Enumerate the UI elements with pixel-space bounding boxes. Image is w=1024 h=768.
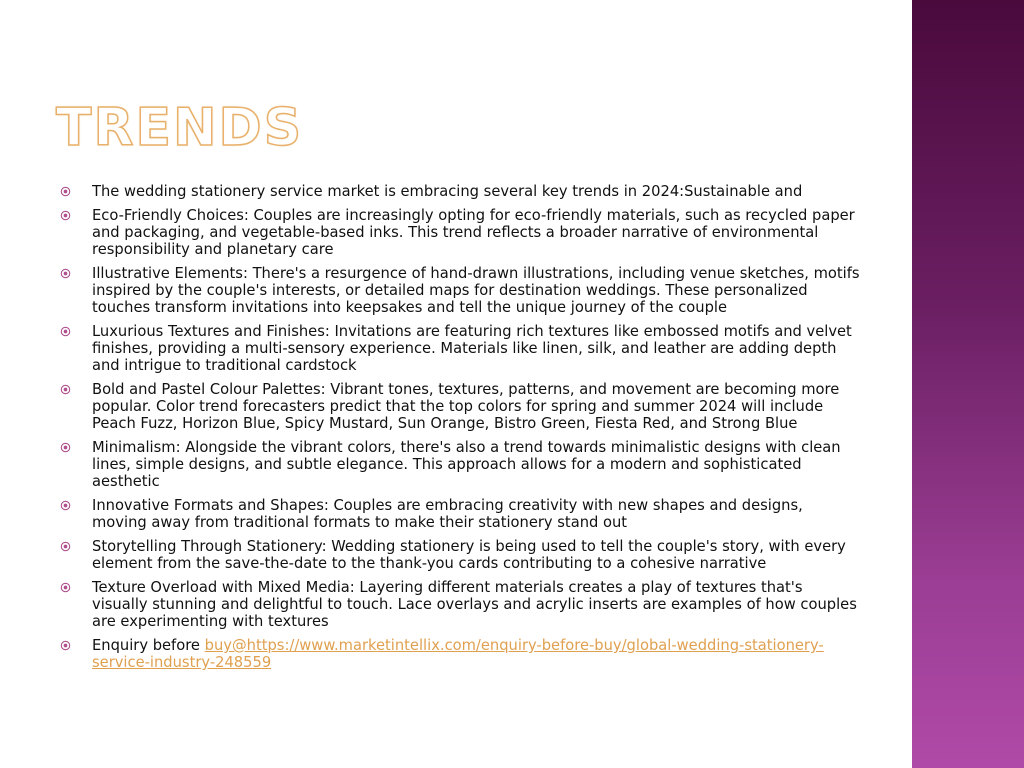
circle-bullet-icon: [60, 582, 71, 593]
enquiry-prefix: Enquiry before: [92, 637, 205, 654]
bullet-text: Texture Overload with Mixed Media: Layering different materials creates a play of textures that's visually stunning and delightful to touch. Lace overlays and acrylic inserts are examples of how couples are experimenting with textures: [92, 579, 857, 630]
enquiry-link[interactable]: buy@https://www.marketintellix.com/enquiry-before-buy/global-wedding-stationery-service-industry-248559: [92, 637, 824, 671]
circle-bullet-icon: [60, 326, 71, 337]
bullet-text: Eco-Friendly Choices: Couples are increasingly opting for eco-friendly materials, such as recycled paper and packaging, and vegetable-based inks. This trend reflects a broader narrative of environmental responsibility and planetary care: [92, 207, 855, 258]
bullet-item: [60, 207, 860, 258]
slide-title: TRENDS: [56, 98, 304, 158]
decorative-side-bar: [912, 0, 1024, 768]
bullet-text: Innovative Formats and Shapes: Couples are embracing creativity with new shapes and designs, moving away from traditional formats to make their stationery stand out: [92, 497, 803, 531]
circle-bullet-icon: [60, 268, 71, 279]
circle-bullet-icon: [60, 541, 71, 552]
bullet-list: [60, 183, 860, 678]
bullet-item-enquiry: [60, 637, 860, 671]
circle-bullet-icon: [60, 500, 71, 511]
circle-bullet-icon: [60, 210, 71, 221]
bullet-item: [60, 323, 860, 374]
circle-bullet-icon: [60, 186, 71, 197]
bullet-item: [60, 381, 860, 432]
bullet-text: Bold and Pastel Colour Palettes: Vibrant tones, textures, patterns, and movement are becoming more popular. Color trend forecasters predict that the top colors for spring and summer 2024 will include Peach Fuzz, Horizon Blue, Spicy Mustard, Sun Orange, Bistro Green, Fiesta Red, and Strong Blue: [92, 381, 840, 432]
bullet-text: Minimalism: Alongside the vibrant colors, there's also a trend towards minimalistic designs with clean lines, simple designs, and subtle elegance. This approach allows for a modern and sophisticated aesthetic: [92, 439, 841, 490]
bullet-text: The wedding stationery service market is embracing several key trends in 2024:Sustainable and: [92, 183, 803, 200]
bullet-item: [60, 439, 860, 490]
bullet-item: [60, 265, 860, 316]
bullet-text: Luxurious Textures and Finishes: Invitations are featuring rich textures like embossed motifs and velvet finishes, providing a multi-sensory experience. Materials like linen, silk, and leather are adding depth and intrigue to traditional cardstock: [92, 323, 852, 374]
bullet-text: Illustrative Elements: There's a resurgence of hand-drawn illustrations, including venue sketches, motifs inspired by the couple's interests, or detailed maps for destination weddings. These personalized touches transform invitations into keepsakes and tell the unique journey of the couple: [92, 265, 860, 316]
circle-bullet-icon: [60, 442, 71, 453]
circle-bullet-icon: [60, 384, 71, 395]
bullet-item: [60, 579, 860, 630]
bullet-item: [60, 538, 860, 572]
bullet-text: Storytelling Through Stationery: Wedding stationery is being used to tell the couple's story, with every element from the save-the-date to the thank-you cards contributing to a cohesive narrative: [92, 538, 846, 572]
bullet-item: [60, 183, 860, 200]
circle-bullet-icon: [60, 640, 71, 651]
bullet-item: [60, 497, 860, 531]
